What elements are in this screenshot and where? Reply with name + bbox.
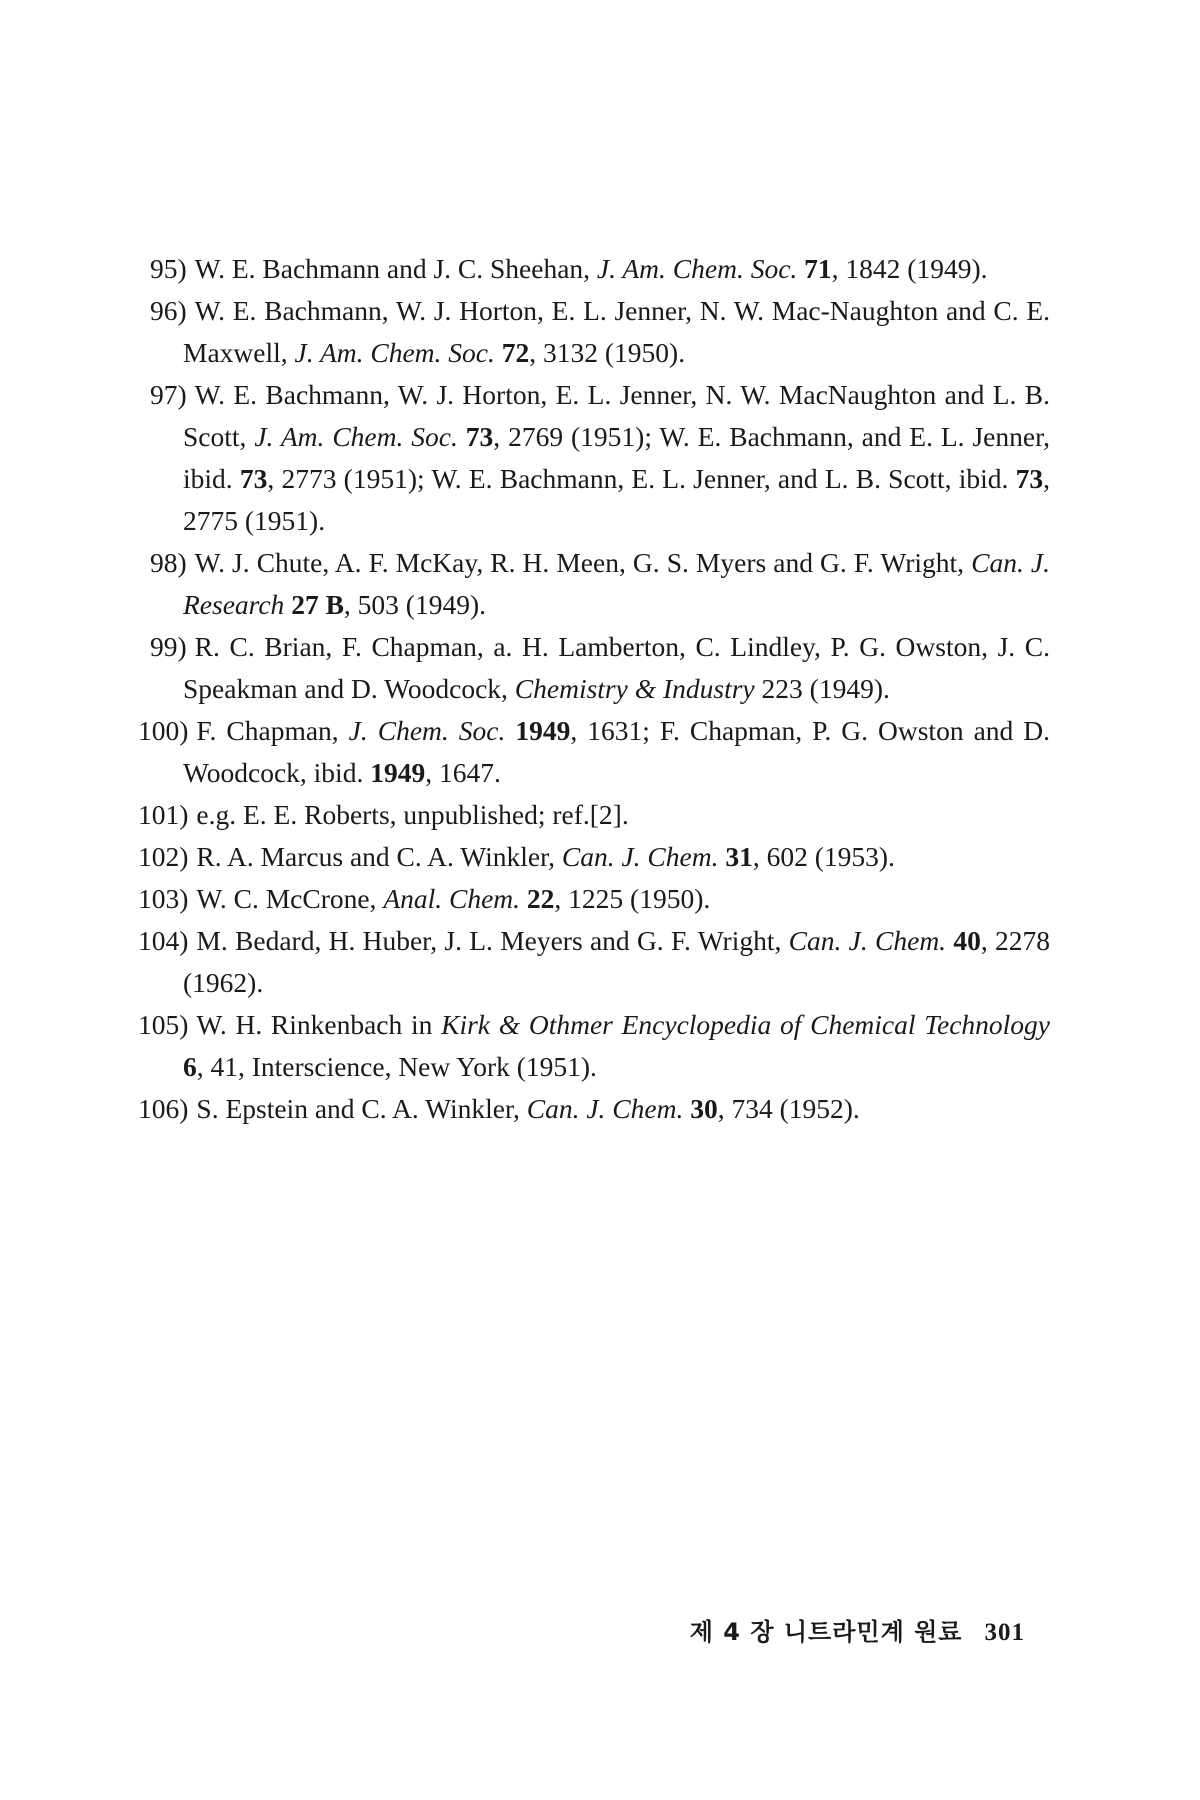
reference-number: 103) — [138, 883, 189, 914]
citation-text: e.g. E. E. Roberts, unpublished; ref.[2]. — [196, 799, 629, 830]
journal-title: Can. J. Chem. — [788, 925, 947, 956]
volume-number: 40 — [953, 925, 981, 956]
volume-number: 30 — [690, 1093, 718, 1124]
journal-title: Chemistry & Industry — [514, 673, 755, 704]
page-number: 301 — [984, 1619, 1025, 1646]
volume-number: 71 — [804, 253, 832, 284]
reference-item — [150, 290, 1050, 374]
running-footer — [690, 1612, 1025, 1647]
citation-text: W. E. Bachmann and J. C. Sheehan, — [194, 253, 597, 284]
citation-text: , 1225 (1950). — [554, 883, 711, 914]
journal-title: J. Chem. Soc. — [348, 715, 506, 746]
citation-text: W. E. Bachmann, W. J. Horton, E. L. Jenner, N. W. Mac-Naughton and C. E. Maxwell, — [183, 295, 1050, 368]
reference-item — [138, 1088, 1050, 1130]
citation-text: W. J. Chute, A. F. McKay, R. H. Meen, G. S. Myers and G. F. Wright, — [194, 547, 972, 578]
citation-text: F. Chapman, — [196, 715, 349, 746]
reference-item — [138, 878, 1050, 920]
journal-title: J. Am. Chem. Soc. — [294, 337, 495, 368]
citation-text: , 2278 (1962). — [183, 925, 1050, 998]
volume-number: 22 — [526, 883, 555, 914]
citation-text — [495, 337, 502, 368]
citation-text: , 3132 (1950). — [529, 337, 686, 368]
citation-text: W. E. Bachmann, W. J. Horton, E. L. Jenner, N. W. MacNaughton and L. B. Scott, — [183, 379, 1050, 452]
volume-number: 1949 — [515, 715, 571, 746]
journal-title: Anal. Chem. — [383, 883, 521, 914]
volume-number: 27 B — [291, 589, 344, 620]
citation-text: W. C. McCrone, — [196, 883, 384, 914]
citation-text: , 1647. — [425, 757, 501, 788]
volume-number: 6 — [183, 1051, 197, 1082]
reference-number: 98) — [150, 547, 187, 578]
reference-item — [150, 542, 1050, 626]
journal-title: Kirk & Othmer Encyclopedia of Chemical Technology — [441, 1009, 1050, 1040]
volume-number: 73 — [1015, 463, 1044, 494]
reference-number: 101) — [138, 799, 189, 830]
reference-item — [138, 710, 1051, 794]
citation-text — [458, 421, 466, 452]
volume-number: 73 — [239, 463, 268, 494]
journal-title: Can. J. Chem. — [526, 1093, 684, 1124]
volume-number: 73 — [465, 421, 494, 452]
reference-number: 105) — [138, 1009, 189, 1040]
reference-number: 96) — [150, 295, 187, 326]
journal-title: J. Am. Chem. Soc. — [596, 253, 798, 284]
reference-item — [150, 248, 1050, 290]
citation-text: R. C. Brian, F. Chapman, a. H. Lamberton, C. Lindley, P. G. Owston, J. C. Speakman and D. Woodcock, — [183, 631, 1050, 704]
reference-number: 106) — [138, 1093, 189, 1124]
citation-text: 223 (1949). — [754, 673, 890, 704]
journal-title: J. Am. Chem. Soc. — [254, 421, 458, 452]
reference-item — [138, 1004, 1050, 1088]
reference-item — [150, 374, 1050, 542]
chapter-title: 제 4 장 니트라민계 원료 — [689, 1618, 963, 1646]
volume-number: 1949 — [370, 757, 426, 788]
reference-list — [138, 248, 1051, 1130]
reference-number: 104) — [138, 925, 189, 956]
citation-text: , 2775 (1951). — [183, 463, 1051, 536]
reference-number: 102) — [138, 841, 189, 872]
reference-number: 100) — [138, 715, 189, 746]
volume-number: 31 — [725, 841, 753, 872]
volume-number: 72 — [501, 337, 530, 368]
reference-item — [150, 626, 1050, 710]
citation-text — [520, 883, 527, 914]
reference-number: 99) — [150, 631, 187, 662]
journal-title: Can. J. Research — [183, 547, 1050, 620]
reference-item — [138, 794, 1050, 836]
citation-text: , 1842 (1949). — [831, 253, 988, 284]
reference-item — [138, 920, 1050, 1004]
citation-text: , 602 (1953). — [752, 841, 895, 872]
citation-text: , 2773 (1951); W. E. Bachmann, E. L. Jenner, and L. B. Scott, ibid. — [267, 463, 1016, 494]
reference-number: 95) — [150, 253, 187, 284]
citation-text — [505, 715, 515, 746]
citation-text: , 1631; F. Chapman, P. G. Owston and D. Woodcock, ibid. — [183, 715, 1051, 788]
journal-title: Can. J. Chem. — [561, 841, 719, 872]
citation-text: M. Bedard, H. Huber, J. L. Meyers and G. F. Wright, — [196, 925, 789, 956]
citation-text: W. H. Rinkenbach in — [196, 1009, 442, 1040]
reference-number: 97) — [150, 379, 187, 410]
reference-item — [138, 836, 1050, 878]
citation-text: , 41, Interscience, New York (1951). — [196, 1051, 597, 1082]
citation-text: , 2769 (1951); W. E. Bachmann, and E. L. Jenner, ibid. — [183, 421, 1051, 494]
citation-text: , 734 (1952). — [717, 1093, 860, 1124]
citation-text: R. A. Marcus and C. A. Winkler, — [196, 841, 562, 872]
citation-text: , 503 (1949). — [343, 589, 486, 620]
citation-text: S. Epstein and C. A. Winkler, — [196, 1093, 527, 1124]
